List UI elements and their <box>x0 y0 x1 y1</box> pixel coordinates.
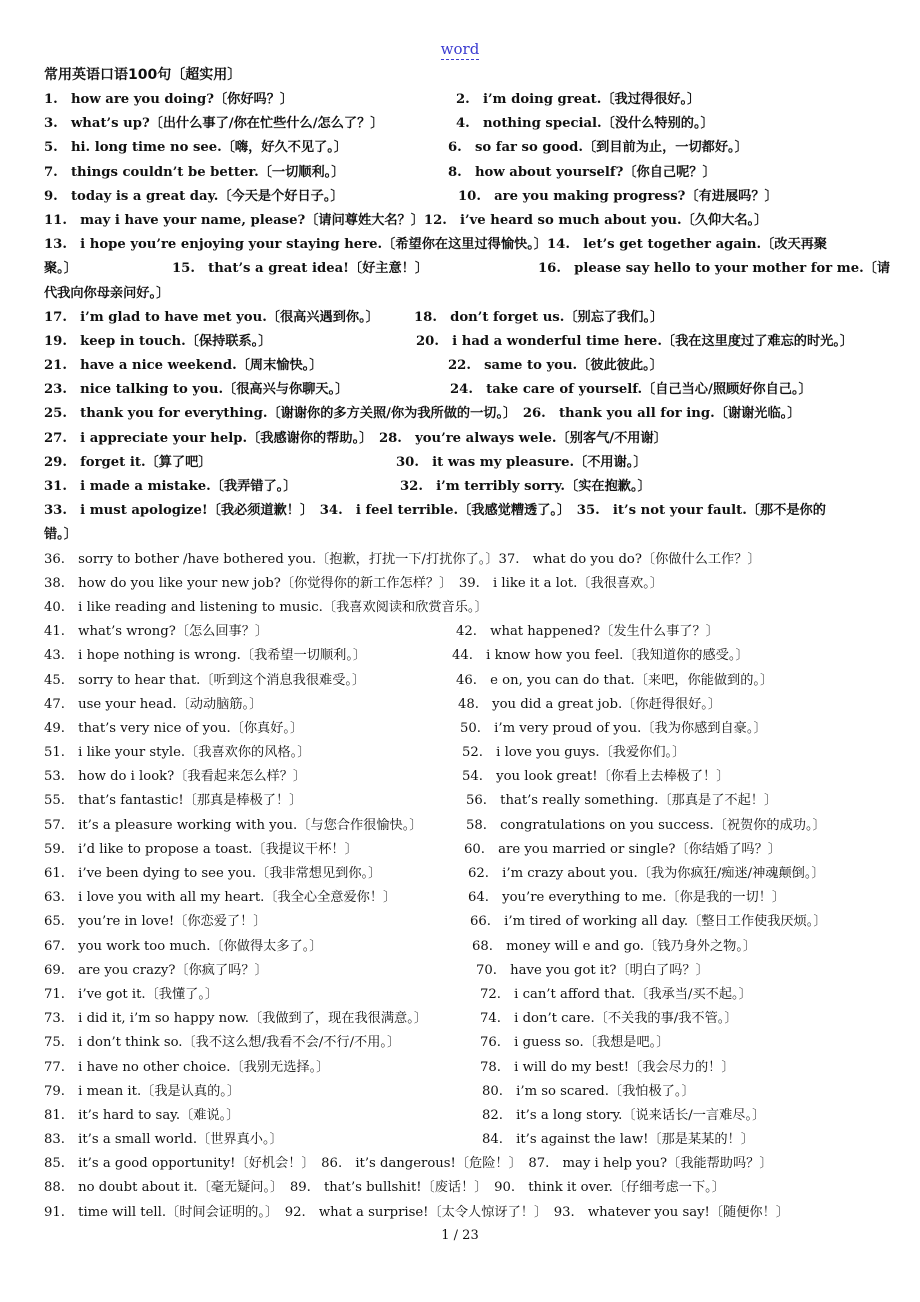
phrase-text: 36. sorry to bother /have bothered you.〔抱歉，打扰一下/打扰你了。〕37. what do you do?〔你做什么工作？〕 <box>44 551 761 567</box>
phrase-text: 83. it’s a small world.〔世界真小。〕 <box>44 1132 283 1148</box>
phrase-text: 76. i guess so.〔我想是吧。〕 <box>480 1035 670 1051</box>
phrase-text: 85. it’s a good opportunity!〔好机会！〕 86. it’s dangerous!〔危险！〕 87. may i help you?〔我能帮助吗？〕 <box>44 1156 773 1172</box>
phrase-line <box>44 1128 884 1152</box>
phrase-line <box>44 112 884 136</box>
phrase-text: 21. have a nice weekend.〔周末愉快。〕 <box>44 358 323 374</box>
phrase-text: 42. what happened?〔发生什么事了？〕 <box>456 624 719 640</box>
phrase-text: 11. may i have your name, please?〔请问尊姓大名？〕12. i’ve heard so much about you.〔久仰大名。〕 <box>44 212 768 228</box>
phrase-text: 88. no doubt about it.〔毫无疑问。〕 89. that’s bullshit!〔废话！〕 90. think it over.〔仔细考虑一下。〕 <box>44 1180 725 1196</box>
phrase-line <box>44 427 884 451</box>
phrase-line <box>44 330 884 354</box>
phrase-text: 25. thank you for everything.〔谢谢你的多方关照/你为我所做的一切。〕 26. thank you all for ing.〔谢谢光临。〕 <box>44 406 801 422</box>
phrase-text: 聚。〕 <box>44 261 77 277</box>
phrase-text: 55. that’s fantastic!〔那真是棒极了！〕 <box>44 793 303 809</box>
phrase-text: 31. i made a mistake.〔我弄错了。〕 <box>44 479 297 494</box>
phrase-line <box>44 209 884 233</box>
phrase-text: 33. i must apologize!〔我必须道歉！〕 34. i feel terrible.〔我感觉糟透了。〕 35. it’s not your fault.〔那不是你的 <box>44 503 826 519</box>
phrase-text: 72. i can’t afford that.〔我承当/买不起。〕 <box>480 986 752 1002</box>
phrase-line <box>44 717 884 741</box>
phrase-text: 70. have you got it?〔明白了吗？〕 <box>476 962 709 978</box>
phrase-line <box>44 88 884 112</box>
phrase-text: 71. i’ve got it.〔我懂了。〕 <box>44 986 219 1002</box>
phrase-line <box>44 620 884 644</box>
phrase-line <box>44 983 884 1007</box>
phrase-line <box>44 282 884 306</box>
phrase-text: 30. it was my pleasure.〔不用谢。〕 <box>396 454 647 470</box>
phrase-text: 15. that’s a great idea!〔好主意！〕 <box>172 261 429 277</box>
phrase-text: 45. sorry to hear that.〔听到这个消息我很难受。〕 <box>44 672 366 688</box>
phrase-text: 6. so far so good.〔到目前为止，一切都好。〕 <box>448 140 748 156</box>
phrase-text: 63. i love you with all my heart.〔我全心全意爱你！〕 <box>44 890 397 906</box>
phrase-line <box>44 765 884 789</box>
phrase-text: 40. i like reading and listening to music.〔我喜欢阅读和欣赏音乐。〕 <box>44 599 488 615</box>
phrase-text: 17. i’m glad to have met you.〔很高兴遇到你。〕 <box>44 309 379 325</box>
phrase-text: 91. time will tell.〔时间会证明的。〕 92. what a surprise!〔太令人惊讶了！〕 93. whatever you say!〔随便你！〕 <box>44 1204 789 1220</box>
phrase-text: 38. how do you like your new job?〔你觉得你的新工作怎样？〕 39. i like it a lot.〔我很喜欢。〕 <box>44 575 663 591</box>
phrase-line <box>44 233 884 257</box>
phrase-text: 46. e on, you can do that.〔来吧，你能做到的。〕 <box>456 672 774 688</box>
phrase-line <box>44 572 884 596</box>
phrase-line <box>44 838 884 862</box>
phrase-text: 69. are you crazy?〔你疯了吗？〕 <box>44 962 268 978</box>
phrase-line <box>44 1201 884 1225</box>
phrase-text: 77. i have no other choice.〔我别无选择。〕 <box>44 1059 330 1075</box>
phrase-line <box>44 1056 884 1080</box>
phrase-line <box>44 451 884 475</box>
phrase-text: 74. i don’t care.〔不关我的事/我不管。〕 <box>480 1011 738 1027</box>
phrase-text: 7. things couldn’t be better.〔一切顺利。〕 <box>44 164 345 180</box>
phrase-line <box>44 596 884 620</box>
phrase-text: 10. are you making progress?〔有进展吗？〕 <box>458 188 778 204</box>
phrase-text: 4. nothing special.〔没什么特别的。〕 <box>456 116 714 132</box>
phrase-text: 1. how are you doing?〔你好吗？〕 <box>44 92 294 107</box>
phrase-text: 错。〕 <box>44 527 77 543</box>
phrase-text: 67. you work too much.〔你做得太多了。〕 <box>44 938 323 954</box>
phrase-text: 79. i mean it.〔我是认真的。〕 <box>44 1083 241 1099</box>
phrase-line <box>44 886 884 910</box>
page-number: 1 / 23 <box>441 1228 479 1243</box>
phrase-text: 47. use your head.〔动动脑筋。〕 <box>44 696 263 712</box>
phrase-text: 43. i hope nothing is wrong.〔我希望一切顺利。〕 <box>44 648 367 664</box>
phrase-text: 62. i’m crazy about you.〔我为你疯狂/痴迷/神魂颠倒。〕 <box>468 866 825 881</box>
phrase-text: 53. how do i look?〔我看起来怎么样？〕 <box>44 769 307 785</box>
page-header <box>0 40 920 58</box>
phrase-text: 51. i like your style.〔我喜欢你的风格。〕 <box>44 745 311 761</box>
phrase-text: 73. i did it, i’m so happy now.〔我做到了，现在我很满意。〕 <box>44 1011 428 1027</box>
phrase-text: 5. hi. long time no see.〔嗨，好久不见了。〕 <box>44 140 348 156</box>
phrase-line <box>44 354 884 378</box>
phrase-text: 29. forget it.〔算了吧〕 <box>44 454 212 470</box>
phrase-text: 84. it’s against the law!〔那是某某的！〕 <box>482 1132 754 1148</box>
phrase-text: 82. it’s a long story.〔说来话长/一言难尽。〕 <box>482 1107 766 1123</box>
phrase-line <box>44 1152 884 1176</box>
phrase-line <box>44 644 884 668</box>
phrase-text: 75. i don’t think so.〔我不这么想/我看不会/不行/不用。〕 <box>44 1035 401 1051</box>
phrase-line <box>44 161 884 185</box>
document-title: 常用英语口语100句〔超实用〕 <box>44 67 242 83</box>
phrase-line <box>44 814 884 838</box>
phrase-text: 16. please say hello to your mother for me.〔请 <box>538 261 891 277</box>
phrase-line <box>44 1080 884 1104</box>
phrase-text: 3. what’s up?〔出什么事了/你在忙些什么/怎么了？〕 <box>44 116 384 132</box>
phrase-text: 41. what’s wrong?〔怎么回事？〕 <box>44 624 269 640</box>
phrase-line <box>44 910 884 934</box>
phrase-text: 18. don’t forget us.〔别忘了我们。〕 <box>414 309 664 325</box>
phrase-text: 68. money will e and go.〔钱乃身外之物。〕 <box>472 938 757 954</box>
phrase-line <box>44 862 884 886</box>
phrase-text: 24. take care of yourself.〔自己当心/照顾好你自己。〕 <box>450 382 812 398</box>
phrase-text: 48. you did a great job.〔你赶得很好。〕 <box>458 696 722 712</box>
phrase-text: 60. are you married or single?〔你结婚了吗？〕 <box>464 841 781 857</box>
header-word-link[interactable]: word <box>440 40 480 58</box>
phrase-line <box>44 185 884 209</box>
phrase-text: 49. that’s very nice of you.〔你真好。〕 <box>44 720 304 736</box>
phrase-text: 52. i love you guys.〔我爱你们。〕 <box>462 745 686 761</box>
phrase-text: 81. it’s hard to say.〔难说。〕 <box>44 1107 240 1123</box>
phrase-text: 23. nice talking to you.〔很高兴与你聊天。〕 <box>44 382 349 398</box>
phrase-list <box>44 88 891 1225</box>
phrase-line <box>44 1007 884 1031</box>
phrase-text: 78. i will do my best!〔我会尽力的！〕 <box>480 1059 735 1075</box>
phrase-text: 27. i appreciate your help.〔我感谢你的帮助。〕 28. you’re always wele.〔别客气/不用谢〕 <box>44 430 667 446</box>
phrase-text: 9. today is a great day.〔今天是个好日子。〕 <box>44 188 344 204</box>
phrase-text: 66. i’m tired of working all day.〔整日工作使我厌烦。〕 <box>470 914 827 930</box>
phrase-text: 58. congratulations on you success.〔祝贺你的成功。〕 <box>466 817 826 833</box>
phrase-line <box>44 693 884 717</box>
phrase-line <box>44 475 884 499</box>
phrase-text: 56. that’s really something.〔那真是了不起！〕 <box>466 793 778 809</box>
phrase-text: 代我向你母亲问好。〕 <box>44 285 170 301</box>
phrase-text: 32. i’m terribly sorry.〔实在抱歉。〕 <box>400 479 651 494</box>
phrase-line <box>44 402 884 426</box>
phrase-text: 64. you’re everything to me.〔你是我的一切！〕 <box>468 890 786 906</box>
phrase-line <box>44 935 884 959</box>
phrase-text: 19. keep in touch.〔保持联系。〕 <box>44 333 272 349</box>
phrase-line <box>44 741 884 765</box>
phrase-line <box>44 669 884 693</box>
phrase-line <box>44 1176 884 1200</box>
phrase-text: 44. i know how you feel.〔我知道你的感受。〕 <box>452 648 749 664</box>
phrase-line <box>44 548 884 572</box>
phrase-line <box>44 306 884 330</box>
phrase-text: 22. same to you.〔彼此彼此。〕 <box>448 358 663 374</box>
phrase-text: 54. you look great!〔你看上去棒极了！〕 <box>462 769 730 785</box>
phrase-line <box>44 499 884 523</box>
phrase-text: 8. how about yourself?〔你自己呢？〕 <box>448 164 716 180</box>
phrase-text: 13. i hope you’re enjoying your staying here.〔希望你在这里过得愉快。〕14. let’s get together again.〔改天再聚 <box>44 237 828 253</box>
phrase-line <box>44 1031 884 1055</box>
phrase-line <box>44 1104 884 1128</box>
phrase-text: 2. i’m doing great.〔我过得很好。〕 <box>456 92 701 107</box>
phrase-text: 65. you’re in love!〔你恋爱了！〕 <box>44 914 267 930</box>
phrase-text: 20. i had a wonderful time here.〔我在这里度过了难忘的时光。〕 <box>416 333 854 349</box>
phrase-line <box>44 789 884 813</box>
phrase-line <box>44 959 884 983</box>
phrase-line <box>44 378 884 402</box>
phrase-text: 57. it’s a pleasure working with you.〔与您合作很愉快。〕 <box>44 817 423 833</box>
phrase-text: 61. i’ve been dying to see you.〔我非常想见到你。〕 <box>44 866 382 881</box>
phrase-line <box>44 136 884 160</box>
phrase-line <box>44 257 891 281</box>
phrase-text: 59. i’d like to propose a toast.〔我提议干杯！〕 <box>44 841 358 857</box>
phrase-text: 50. i’m very proud of you.〔我为你感到自豪。〕 <box>460 720 767 736</box>
phrase-text: 80. i’m so scared.〔我怕极了。〕 <box>482 1083 695 1099</box>
phrase-line <box>44 523 884 547</box>
